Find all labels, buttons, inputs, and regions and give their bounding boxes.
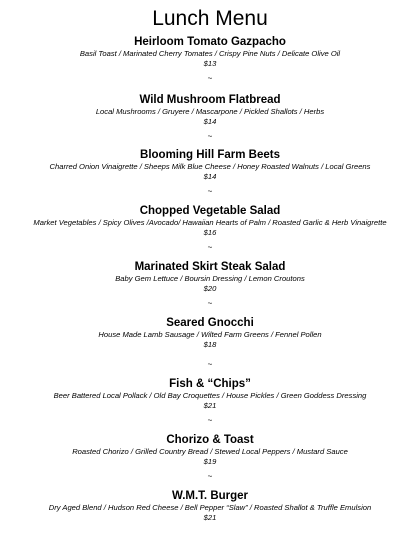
menu-item [0,377,420,411]
item-price: $13 [203,59,217,68]
separator: ~ [207,360,213,369]
menu-item [0,316,420,350]
item-price: $19 [203,457,217,466]
item-price: $14 [203,172,217,181]
separator: ~ [207,187,213,196]
menu-item [0,148,420,182]
item-name: Chorizo & Toast [166,434,254,446]
menu-item [0,93,420,127]
item-name: Seared Gnocchi [166,317,254,329]
menu-item [0,204,420,238]
menu-item [0,35,420,69]
menu-item [0,489,420,523]
item-name: Chopped Vegetable Salad [139,205,281,217]
item-price: $14 [203,117,217,126]
item-description: Roasted Chorizo / Grilled Country Bread / Stewed Local Peppers / Mustard Sauce [72,447,348,456]
menu-item [0,260,420,294]
item-description: Local Mushrooms / Gruyere / Mascarpone / Pickled Shallots / Herbs [95,107,325,116]
item-description: Baby Gem Lettuce / Boursin Dressing / Lemon Croutons [115,274,305,283]
item-name: Wild Mushroom Flatbread [139,94,281,106]
item-price: $21 [203,401,217,410]
item-description: Basil Toast / Marinated Cherry Tomates / Crispy Pine Nuts / Delicate Olive Oil [79,49,341,58]
separator: ~ [207,243,213,252]
item-name: Fish & “Chips” [169,378,251,390]
item-description: Market Vegetables / Spicy Olives /Avocado/ Hawaiian Hearts of Palm / Roasted Garlic & Herb Vinaigrette [33,218,387,227]
separator: ~ [207,299,213,308]
item-price: $18 [203,340,217,349]
item-name: Heirloom Tomato Gazpacho [134,36,286,48]
item-name: Marinated Skirt Steak Salad [134,261,286,273]
separator: ~ [207,74,213,83]
item-description: Charred Onion Vinaigrette / Sheeps Milk Blue Cheese / Honey Roasted Walnuts / Local Greens [49,162,371,171]
item-description: Beer Battered Local Pollack / Old Bay Croquettes / House Pickles / Green Goddess Dressing [53,391,367,400]
item-name: Blooming Hill Farm Beets [140,149,280,161]
separator: ~ [207,472,213,481]
page-title: Lunch Menu [152,7,268,30]
menu-item [0,433,420,467]
item-price: $21 [203,513,217,522]
item-price: $16 [203,228,217,237]
item-description: Dry Aged Blend / Hudson Red Cheese / Bell Pepper “Slaw” / Roasted Shallot & Truffle Emulsion [48,503,372,512]
item-name: W.M.T. Burger [171,490,249,502]
item-price: $20 [203,284,217,293]
item-description: House Made Lamb Sausage / Wilted Farm Greens / Fennel Pollen [98,330,322,339]
separator: ~ [207,132,213,141]
separator: ~ [207,416,213,425]
